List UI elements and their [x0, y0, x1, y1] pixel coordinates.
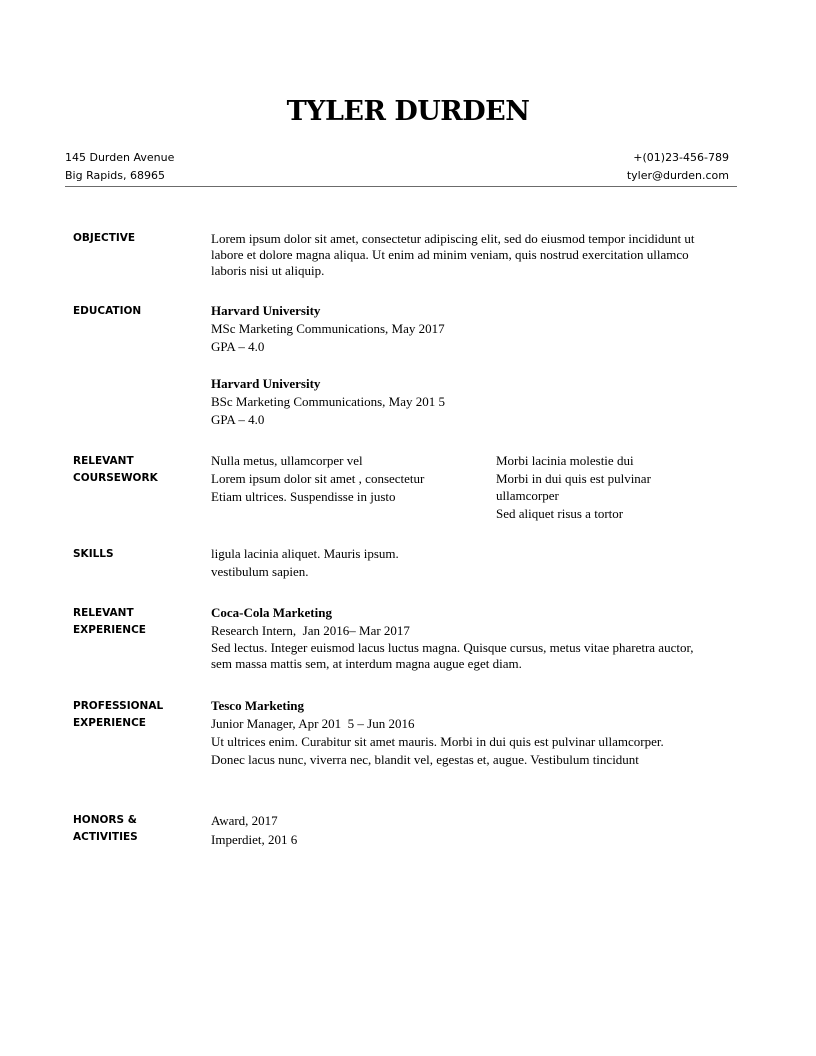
relevant-experience-label [73, 605, 146, 639]
coursework-item: Lorem ipsum dolor sit amet , consectetur [211, 471, 425, 486]
contact-address [65, 149, 174, 185]
coursework-item: Nulla metus, ullamcorper vel [211, 453, 363, 468]
skills-line: ligula lacinia aliquet. Mauris ipsum. [211, 546, 399, 561]
coursework-label-line-2: COURSEWORK [73, 472, 158, 484]
skills-label: SKILLS [73, 548, 114, 560]
education-degree: BSc Marketing Communications, May 201 5 [211, 394, 445, 409]
honors-label-line-2: ACTIVITIES [73, 831, 138, 843]
education-gpa: GPA – 4.0 [211, 412, 265, 427]
objective-label: OBJECTIVE [73, 232, 136, 244]
experience-description-line-2: Donec lacus nunc, viverra nec, blandit vel, egestas et, augue. Vestibulum tincidunt [211, 752, 639, 767]
experience-description-line-1: Ut ultrices enim. Curabitur sit amet mauris. Morbi in dui quis est pulvinar ullamcorper. [211, 734, 664, 749]
address-line-1: 145 Durden Avenue [65, 151, 175, 164]
professional-experience-entry [211, 697, 664, 769]
objective-section [211, 231, 721, 279]
relevant-experience-label-line-1: RELEVANT [73, 607, 134, 619]
honors-section [211, 811, 297, 849]
professional-experience-label [73, 698, 163, 732]
relevant-experience-label-line-2: EXPERIENCE [73, 624, 146, 636]
education-label: EDUCATION [73, 305, 142, 317]
experience-role: Research Intern, Jan 2016– Mar 2017 [211, 623, 410, 638]
education-degree: MSc Marketing Communications, May 2017 [211, 321, 445, 336]
coursework-label [73, 453, 158, 487]
header-divider [65, 186, 737, 187]
education-school: Harvard University [211, 303, 321, 318]
education-entry-1 [211, 302, 445, 356]
contact-info [627, 149, 729, 185]
experience-description: Sed lectus. Integer euismod lacus luctus magna. Quisque cursus, metus vitae pharetra auctor, sem massa mattis sem, at interdum magna augue eget diam. [211, 640, 694, 671]
address-line-2: Big Rapids, 68965 [65, 169, 165, 182]
honors-label-line-1: HONORS & [73, 814, 137, 826]
experience-company: Coca-Cola Marketing [211, 605, 332, 620]
professional-experience-label-line-1: PROFESSIONAL [73, 700, 164, 712]
education-school: Harvard University [211, 376, 321, 391]
coursework-item: Morbi in dui quis est pulvinar ullamcorper [496, 470, 651, 503]
experience-role: Junior Manager, Apr 201 5 – Jun 2016 [211, 716, 415, 731]
coursework-label-line-1: RELEVANT [73, 455, 134, 467]
phone-number: +(01)23-456-789 [633, 151, 729, 164]
coursework-item: Morbi lacinia molestie dui [496, 453, 634, 468]
resume-name: TYLER DURDEN [286, 96, 530, 127]
honors-item: Imperdiet, 201 6 [211, 832, 298, 847]
education-gpa: GPA – 4.0 [211, 339, 265, 354]
coursework-item: Etiam ultrices. Suspendisse in justo [211, 489, 396, 504]
experience-company: Tesco Marketing [211, 698, 305, 713]
coursework-column-2 [496, 452, 696, 522]
relevant-experience-entry [211, 604, 711, 672]
objective-text: Lorem ipsum dolor sit amet, consectetur adipiscing elit, sed do eiusmod tempor incididunt ut labore et dolore magna aliqua. Ut enim ad minim veniam, quis nostrud exercitation ullamco laboris nisi ut aliquip. [211, 231, 695, 278]
coursework-column-1 [211, 452, 424, 506]
education-entry-2 [211, 375, 445, 429]
honors-item: Award, 2017 [211, 813, 278, 828]
honors-label [73, 812, 138, 846]
skills-line: vestibulum sapien. [211, 564, 309, 579]
coursework-item: Sed aliquet risus a tortor [496, 505, 624, 521]
skills-section [211, 545, 399, 581]
professional-experience-label-line-2: EXPERIENCE [73, 717, 146, 729]
email-address: tyler@durden.com [626, 169, 729, 182]
